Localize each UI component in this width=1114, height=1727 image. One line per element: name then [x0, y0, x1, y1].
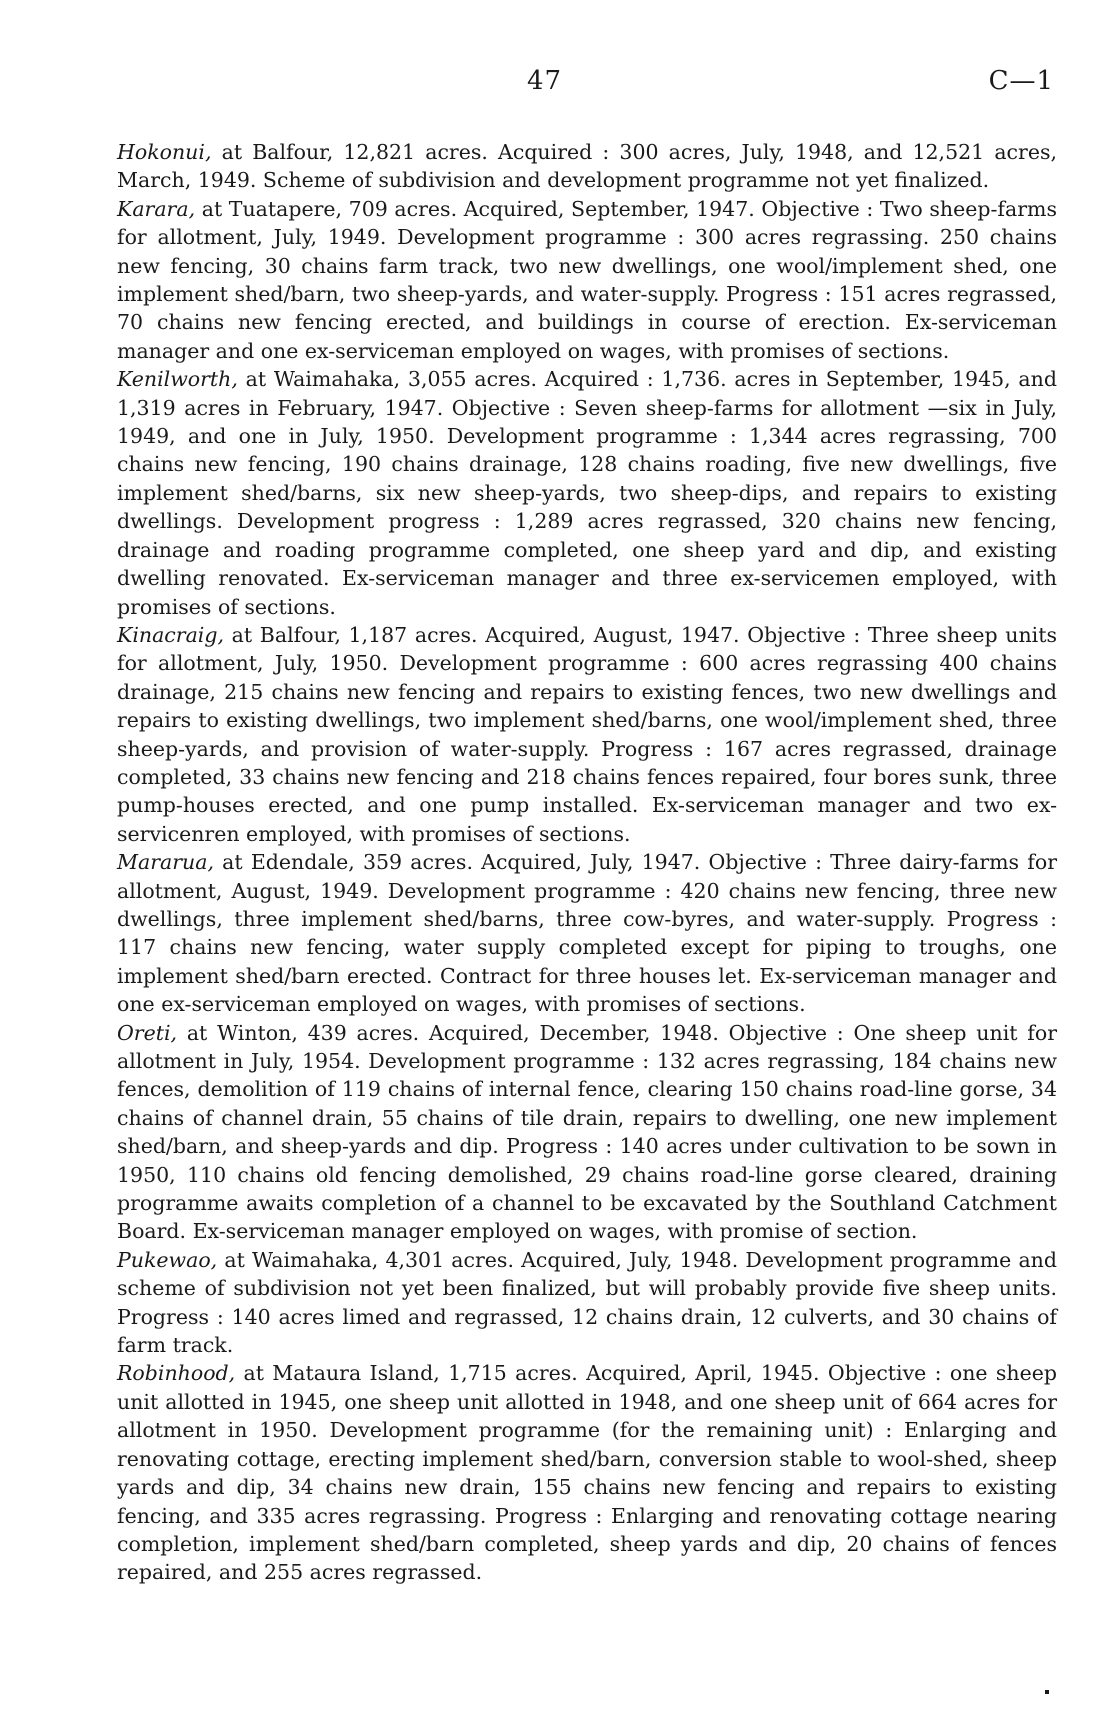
body-text: [117, 138, 1057, 1587]
paragraph-oreti: [117, 1019, 1057, 1246]
paragraph-pukewao: [117, 1246, 1057, 1360]
estate-name: Kinacraig,: [117, 622, 224, 647]
page-header: [0, 66, 1114, 106]
paragraph-text: at Tuatapere, 709 acres. Acquired, September, 1947. Objective : Two sheep-farms for allotment, July, 1949. Development programme : 300 acres regrassing. 250 chains new fencing, 30 chains farm track, two new dwellings, one wool/implement shed, one implement shed/barn, two sheep-yards, and water-supply. Progress : 151 acres regrassed, 70 chains new fencing erected, and buildings in course of erection. Ex-serviceman manager and one ex-serviceman employed on wages, with promises of sections.: [117, 196, 1057, 363]
paragraph-text: at Balfour, 12,821 acres. Acquired : 300 acres, July, 1948, and 12,521 acres, March, 1949. Scheme of subdivision and development programme not yet finalized.: [117, 140, 1057, 193]
paragraph-hokonui: [117, 138, 1057, 195]
page-number: 47: [527, 66, 563, 96]
paragraph-mararua: [117, 848, 1057, 1018]
estate-name: Robinhood,: [117, 1361, 236, 1386]
estate-name: Mararua,: [117, 850, 214, 875]
paragraph-text: at Waimahaka, 4,301 acres. Acquired, July, 1948. Development programme and scheme of subdivision not yet been finalized, but will probably provide five sheep units. Progress : 140 acres limed and regrassed, 12 chains drain, 12 culverts, and 30 chains of farm track.: [117, 1247, 1057, 1358]
estate-name: Hokonui,: [117, 140, 212, 164]
paragraph-text: at Winton, 439 acres. Acquired, December, 1948. Objective : One sheep unit for allotment in July, 1954. Development programme : 132 acres regrassing, 184 chains new fences, demolition of 119 chains of internal fence, clearing 150 chains road-line gorse, 34 chains of channel drain, 55 chains of tile drain, repairs to dwelling, one new implement shed/barn, and sheep-yards and dip. Progress : 140 acres under cultivation to be sown in 1950, 110 chains old fencing demolished, 29 chains road-line gorse cleared, draining programme awaits completion of a channel to be excavated by the Southland Catchment Board. Ex-serviceman manager employed on wages, with promise of section.: [117, 1020, 1057, 1244]
paragraph-kenilworth: [117, 365, 1057, 621]
paragraph-karara: [117, 195, 1057, 365]
estate-name: Kenilworth,: [117, 367, 238, 392]
print-dot-mark: [1045, 1690, 1049, 1694]
estate-name: Karara,: [117, 196, 196, 221]
paragraph-text: at Edendale, 359 acres. Acquired, July, 1947. Objective : Three dairy-farms for allotment, August, 1949. Development programme : 420 chains new fencing, three new dwellings, three implement shed/barns, three cow-byres, and water-supply. Progress : 117 chains new fencing, water supply completed except for piping to troughs, one implement shed/barn erected. Contract for three houses let. Ex-serviceman manager and one ex-serviceman employed on wages, with promises of sections.: [117, 850, 1057, 1017]
paragraph-robinhood: [117, 1359, 1057, 1586]
estate-name: Oreti,: [117, 1020, 178, 1045]
section-code: C—1: [988, 66, 1054, 96]
paragraph-text: at Waimahaka, 3,055 acres. Acquired : 1,736. acres in September, 1945, and 1,319 acres in February, 1947. Objective : Seven sheep-farms for allotment —six in July, 1949, and one in July, 1950. Development programme : 1,344 acres regrassing, 700 chains new fencing, 190 chains drainage, 128 chains roading, five new dwellings, five implement shed/barns, six new sheep-yards, two sheep-dips, and repairs to existing dwellings. Development progress : 1,289 acres regrassed, 320 chains new fencing, drainage and roading programme completed, one sheep yard and dip, and existing dwelling renovated. Ex-serviceman manager and three ex-servicemen employed, with promises of sections.: [117, 367, 1057, 619]
paragraph-text: at Balfour, 1,187 acres. Acquired, August, 1947. Objective : Three sheep units for allotment, July, 1950. Development programme : 600 acres regrassing 400 chains drainage, 215 chains new fencing and repairs to existing fences, two new dwellings and repairs to existing dwellings, two implement shed/barns, one wool/implement shed, three sheep-yards, and provision of water-supply. Progress : 167 acres regrassed, drainage completed, 33 chains new fencing and 218 chains fences repaired, four bores sunk, three pump-houses erected, and one pump installed. Ex-serviceman manager and two ex-servicenren employed, with promises of sections.: [117, 622, 1057, 846]
estate-name: Pukewao,: [117, 1247, 218, 1272]
paragraph-text: at Mataura Island, 1,715 acres. Acquired, April, 1945. Objective : one sheep unit allotted in 1945, one sheep unit allotted in 1948, and one sheep unit of 664 acres for allotment in 1950. Development programme (for the remaining unit) : Enlarging and renovating cottage, erecting implement shed/barn, conversion stable to wool-shed, sheep yards and dip, 34 chains new drain, 155 chains new fencing and repairs to existing fencing, and 335 acres regrassing. Progress : Enlarging and renovating cottage nearing completion, implement shed/barn completed, sheep yards and dip, 20 chains of fences repaired, and 255 acres regrassed.: [117, 1361, 1057, 1585]
paragraph-kinacraig: [117, 621, 1057, 848]
